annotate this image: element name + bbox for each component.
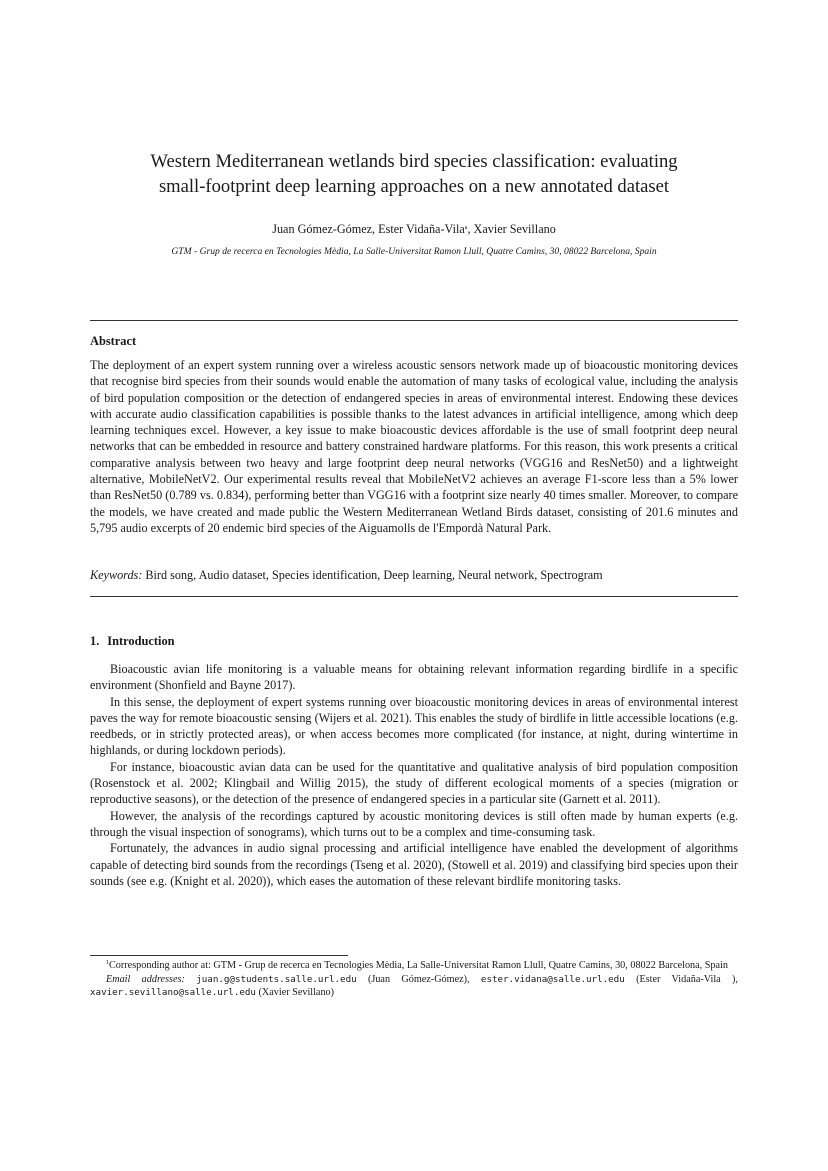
paragraph: In this sense, the deployment of expert systems running over bioacoustic monitoring devices in areas of environmental interest paves the way for remote bioacoustic sensing (Wijers et al. 2021). This enables the study of birdlife in little accessible locations (e.g. reedbeds, or in strictly protected areas), or when access becomes more complicated (for instance, at night, during wintertime in highlands, or during lockdown periods). — [90, 694, 738, 758]
paragraph: Bioacoustic avian life monitoring is a valuable means for obtaining relevant information regarding birdlife in a specific environment (Shonfield and Bayne 2017). — [90, 662, 738, 693]
affiliation: GTM - Grup de recerca en Tecnologies Mèdia, La Salle-Universitat Ramon Llull, Quatre Camins, 30, 08022 Barcelona, Spain — [171, 246, 657, 257]
title-line-2: small-footprint deep learning approaches on a new annotated dataset — [158, 176, 670, 197]
introduction-body — [90, 661, 738, 889]
author-mark: a — [464, 225, 468, 231]
paragraph: Fortunately, the advances in audio signal processing and artificial intelligence have enabled the development of algorithms capable of detecting bird sounds from the recordings (Tseng et al. 2020), (Stowell et al. 2019) and classifying bird species upon their sounds (see e.g. (Knight et al. 2020)), which eases the automation of these relevant birdlife monitoring tasks. — [90, 841, 738, 888]
footnote-corresponding — [90, 957, 738, 973]
top-divider — [90, 320, 738, 321]
author-names: Juan Gómez-Gómez, Ester Vidaña-Vila — [272, 222, 465, 236]
keywords-text: Bird song, Audio dataset, Species identification, Deep learning, Neural network, Spectrogram — [145, 568, 603, 582]
email-owner: (Juan Gómez-Gómez), — [367, 973, 470, 985]
keywords — [90, 567, 738, 583]
footnote-mark: 1 — [106, 960, 109, 966]
email-link[interactable]: xavier.sevillano@salle.url.edu — [90, 987, 256, 999]
email-owner: (Ester Vidaña-Vila ), — [636, 973, 738, 985]
bottom-divider — [90, 596, 738, 597]
author-list — [90, 220, 738, 237]
keywords-label: Keywords: — [90, 568, 143, 582]
abstract-body: The deployment of an expert system running over a wireless acoustic sensors network made up of bioacoustic monitoring devices that recognise bird species from their sounds would enable the automation of many tasks of ecological value, including the analysis of bird population composition or the detection of endangered species in areas of environmental interest. Endowing these devices with accurate audio classification capabilities is possible thanks to the latest advances in artificial intelligence, among which deep learning techniques excel. However, a key issue to make bioacoustic devices affordable is the use of small footprint deep neural networks that can be embedded in resource and battery constrained hardware platforms. For this reason, this work presents a critical comparative analysis between two heavy and large footprint deep neural networks (VGG16 and ResNet50) and a lightweight alternative, MobileNetV2. Our experimental results reveal that MobileNetV2 achieves an average F1-score less than a 5% lower than ResNet50 (0.789 vs. 0.834), performing better than VGG16 with a footprint size nearly 40 times smaller. Moreover, to compare the models, we have created and made public the Western Mediterranean Wetland Birds dataset, consisting of 201.6 minutes and 5,795 audio excerpts of 20 endemic bird species of the Aiguamolls de l'Empordà Natural Park. — [90, 358, 738, 535]
author-names-rest: , Xavier Sevillano — [467, 222, 556, 236]
footnote-divider — [90, 955, 348, 956]
paper-title — [90, 149, 738, 199]
email-owner: (Xavier Sevillano) — [258, 987, 335, 999]
email-link[interactable]: ester.vidana@salle.url.edu — [480, 973, 625, 985]
paragraph: However, the analysis of the recordings captured by acoustic monitoring devices is still often made by human experts (e.g. through the visual inspection of sonograms), which turns out to be a complex and time-consuming task. — [90, 808, 738, 839]
footnote-emails — [90, 973, 738, 1000]
paragraph: For instance, bioacoustic avian data can be used for the quantitative and qualitative analysis of bird population composition (Rosenstock et al. 2002; Klingbail and Willig 2015), the study of different ecological moments of a species (migration or reproductive seasons), or the detection of the presence of endangered species in a particular site (Garnett et al. 2011). — [90, 759, 738, 807]
email-label: Email addresses: — [106, 973, 185, 985]
section-heading — [90, 633, 175, 649]
section-title: Introduction — [107, 634, 175, 648]
footnote-corresponding-text: Corresponding author at: GTM - Grup de recerca en Tecnologies Mèdia, La Salle-Universitat Ramon Llull, Quatre Camins, 30, 08022 Barcelona, Spain — [109, 960, 728, 971]
email-link[interactable]: juan.g@students.salle.url.edu — [196, 973, 357, 985]
abstract-heading: Abstract — [90, 334, 137, 348]
section-number: 1. — [90, 634, 100, 648]
title-line-1: Western Mediterranean wetlands bird species classification: evaluating — [150, 151, 678, 172]
footnote — [90, 957, 738, 1000]
